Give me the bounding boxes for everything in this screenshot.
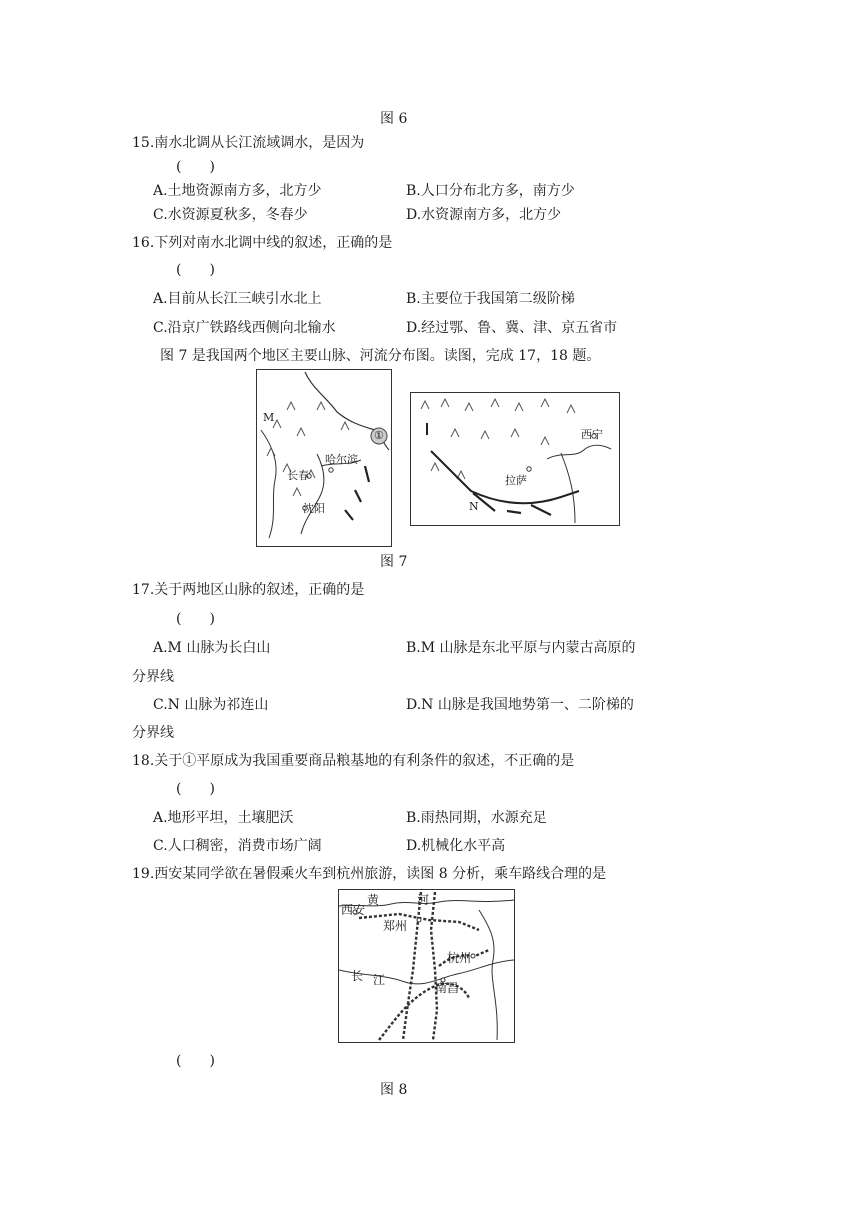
q18-stem: 18.关于①平原成为我国重要商品粮基地的有利条件的叙述，不正确的是 [132, 753, 575, 769]
q16-option-b[interactable]: B.主要位于我国第二级阶梯 [406, 291, 575, 307]
lhasa-label: 拉萨 [505, 474, 527, 487]
fig8-railway-map [338, 889, 515, 1043]
fig7-caption: 图 7 [380, 554, 408, 570]
xining-label: 西宁 [581, 428, 603, 441]
fig7-northeast-map [256, 369, 392, 547]
railway-map-drawing [339, 890, 514, 1042]
q18-option-a[interactable]: A.地形平坦，土壤肥沃 [153, 810, 294, 826]
fig6-caption: 图 6 [380, 111, 408, 127]
q16-option-c[interactable]: C.沿京广铁路线西侧向北输水 [153, 320, 336, 336]
q18-option-b[interactable]: B.雨热同期，水源充足 [406, 810, 547, 826]
q17-option-b[interactable]: B.M 山脉是东北平原与内蒙古高原的 [406, 640, 636, 656]
q17-option-b-continued: 分界线 [132, 669, 174, 685]
hangzhou-label: 杭州 [447, 951, 472, 965]
q16-answer-blank: ( ) [176, 262, 215, 278]
fig7-intro: 图 7 是我国两个地区主要山脉、河流分布图。读图，完成 17，18 题。 [160, 348, 601, 364]
shenyang-label: 沈阳 [303, 502, 325, 515]
n-mountain-label: N [469, 500, 479, 513]
fig7-tibet-map [410, 392, 620, 526]
m-mountain-label: M [263, 411, 275, 424]
q15-option-d[interactable]: D.水资源南方多，北方少 [406, 207, 562, 223]
q15-option-a[interactable]: A.土地资源南方多，北方少 [153, 183, 322, 199]
q16-option-a[interactable]: A.目前从长江三峡引水北上 [153, 291, 322, 307]
yellow-river-label-1: 黄 [367, 893, 380, 907]
q18-option-d[interactable]: D.机械化水平高 [406, 838, 506, 854]
q19-stem: 19.西安某同学欲在暑假乘火车到杭州旅游，读图 8 分析，乘车路线合理的是 [132, 866, 607, 882]
q17-answer-blank: ( ) [176, 611, 215, 627]
fig8-caption: 图 8 [380, 1082, 408, 1098]
northeast-map-drawing [257, 370, 391, 546]
changchun-label: 长春 [287, 469, 309, 482]
nanchang-label: 南昌 [435, 981, 460, 995]
q17-stem: 17.关于两地区山脉的叙述，正确的是 [132, 582, 365, 598]
q17-option-d[interactable]: D.N 山脉是我国地势第一、二阶梯的 [406, 697, 634, 713]
q15-option-c[interactable]: C.水资源夏秋多，冬春少 [153, 207, 308, 223]
tibet-map-drawing [411, 393, 619, 525]
q19-answer-blank: ( ) [176, 1053, 215, 1069]
q16-stem: 16.下列对南水北调中线的叙述，正确的是 [132, 235, 393, 251]
yangtze-label-1: 长 [351, 969, 364, 983]
q16-option-d[interactable]: D.经过鄂、鲁、冀、津、京五省市 [406, 320, 618, 336]
yangtze-label-2: 江 [373, 973, 386, 987]
q15-answer-blank: ( ) [176, 159, 215, 175]
harbin-label: 哈尔滨 [325, 453, 358, 466]
zhengzhou-label: 郑州 [383, 919, 408, 933]
yellow-river-label-2: 河 [417, 893, 430, 907]
q18-option-c[interactable]: C.人口稠密，消费市场广阔 [153, 838, 322, 854]
q15-option-b[interactable]: B.人口分布北方多，南方少 [406, 183, 575, 199]
q17-option-a[interactable]: A.M 山脉为长白山 [153, 640, 271, 656]
xian-label: 西安 [341, 903, 366, 917]
q15-stem: 15.南水北调从长江流域调水，是因为 [132, 135, 365, 151]
q18-answer-blank: ( ) [176, 781, 215, 797]
plain-1-marker: ① [374, 429, 384, 442]
q17-option-c[interactable]: C.N 山脉为祁连山 [153, 697, 269, 713]
q17-option-d-continued: 分界线 [132, 725, 174, 741]
